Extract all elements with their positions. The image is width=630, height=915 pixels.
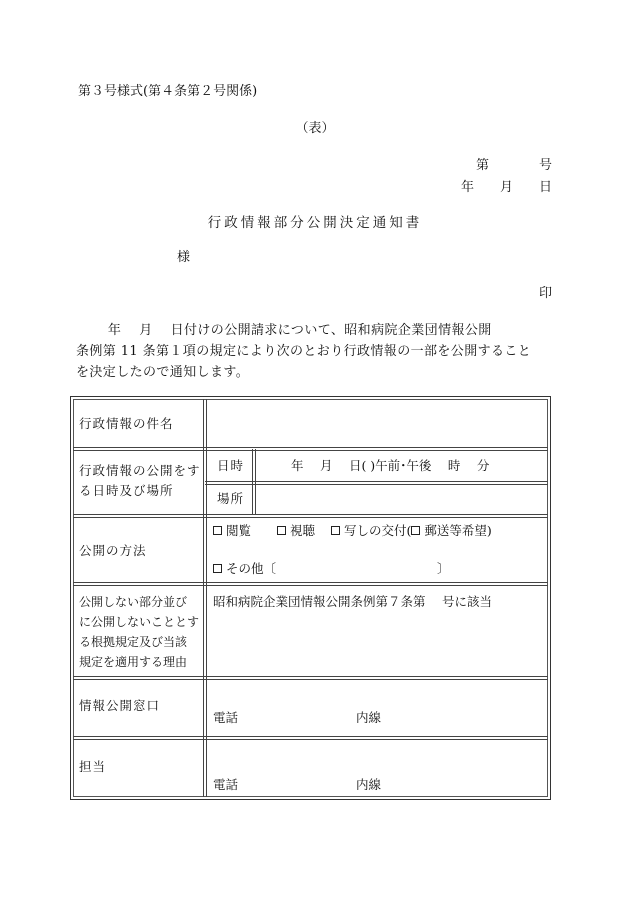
listen-option-label: 視聴 xyxy=(289,523,315,538)
seal-mark: 印 xyxy=(538,286,552,301)
reason-label-1: 公開しない部分並び xyxy=(79,595,188,609)
form-number: 第３号様式(第４条第２号関係) xyxy=(78,84,258,99)
row-divider xyxy=(73,582,548,586)
datetime-field[interactable]: 年 月 日( )午前･午後 時 分 xyxy=(291,458,490,473)
body-line-2: 条例第 11 条第１項の規定により次のとおり行政情報の一部を公開すること xyxy=(76,344,532,359)
window-tel-label: 電話 xyxy=(213,710,239,725)
row-divider xyxy=(73,676,548,680)
reason-label-2: に公開しないこととす xyxy=(79,615,200,629)
staff-ext-label: 内線 xyxy=(356,777,382,792)
row-divider xyxy=(73,736,548,740)
reason-value[interactable]: 昭和病院企業団情報公開条例第７条第 号に該当 xyxy=(213,594,492,609)
doc-no-prefix: 第 xyxy=(475,158,489,173)
copy-checkbox[interactable] xyxy=(331,526,340,535)
view-option-label: 閲覧 xyxy=(226,523,252,538)
other-bracket-close: 〕 xyxy=(437,561,450,576)
document-date xyxy=(461,180,552,196)
body-line-1: 年 月 日付けの公開請求について、昭和病院企業団情報公開 xyxy=(90,323,492,338)
date-month: 月 xyxy=(499,180,513,195)
method-options-row-2 xyxy=(213,561,276,577)
notice-body xyxy=(76,320,554,383)
subject-label: 行政情報の件名 xyxy=(79,416,174,431)
reason-label-4: 規定を適用する理由 xyxy=(79,655,188,669)
copy-option-label: 写しの交付( xyxy=(343,523,412,538)
column-divider xyxy=(252,449,253,514)
datetime-place-label-2: る日時及び場所 xyxy=(79,483,174,498)
row-divider xyxy=(73,447,548,451)
other-checkbox[interactable] xyxy=(213,564,222,573)
mail-checkbox[interactable] xyxy=(411,526,420,535)
recipient-suffix: 様 xyxy=(177,250,191,265)
window-label: 情報公開窓口 xyxy=(79,698,161,713)
reason-label-3: る根拠規定及び当該 xyxy=(79,635,188,649)
row-divider xyxy=(205,481,548,485)
page-title: 行政情報部分公開決定通知書 xyxy=(207,215,423,231)
method-options-row-1 xyxy=(213,523,492,539)
document-number xyxy=(476,158,552,174)
method-label: 公開の方法 xyxy=(79,543,147,558)
staff-label: 担当 xyxy=(79,759,107,774)
row-divider xyxy=(73,514,548,518)
column-divider xyxy=(255,449,256,514)
doc-no-suffix: 号 xyxy=(538,158,552,173)
window-ext-label: 内線 xyxy=(356,710,382,725)
staff-tel-label: 電話 xyxy=(213,777,239,792)
other-option-label: その他〔 xyxy=(226,561,277,576)
subject-field[interactable] xyxy=(211,403,541,443)
form-table xyxy=(70,396,551,800)
mail-option-label: 郵送等希望) xyxy=(424,523,492,538)
other-field[interactable] xyxy=(276,557,436,577)
column-divider xyxy=(206,399,207,797)
view-checkbox[interactable] xyxy=(213,526,222,535)
datetime-place-label-1: 行政情報の公開をす xyxy=(79,463,201,478)
side-label: （表） xyxy=(295,121,335,136)
date-day: 日 xyxy=(538,180,552,195)
body-line-3: を決定したので通知します。 xyxy=(76,365,250,380)
datetime-label: 日時 xyxy=(217,458,245,473)
listen-checkbox[interactable] xyxy=(277,526,286,535)
place-label: 場所 xyxy=(217,491,245,506)
column-divider xyxy=(203,399,204,797)
date-year: 年 xyxy=(460,180,474,195)
place-field[interactable] xyxy=(261,487,541,511)
